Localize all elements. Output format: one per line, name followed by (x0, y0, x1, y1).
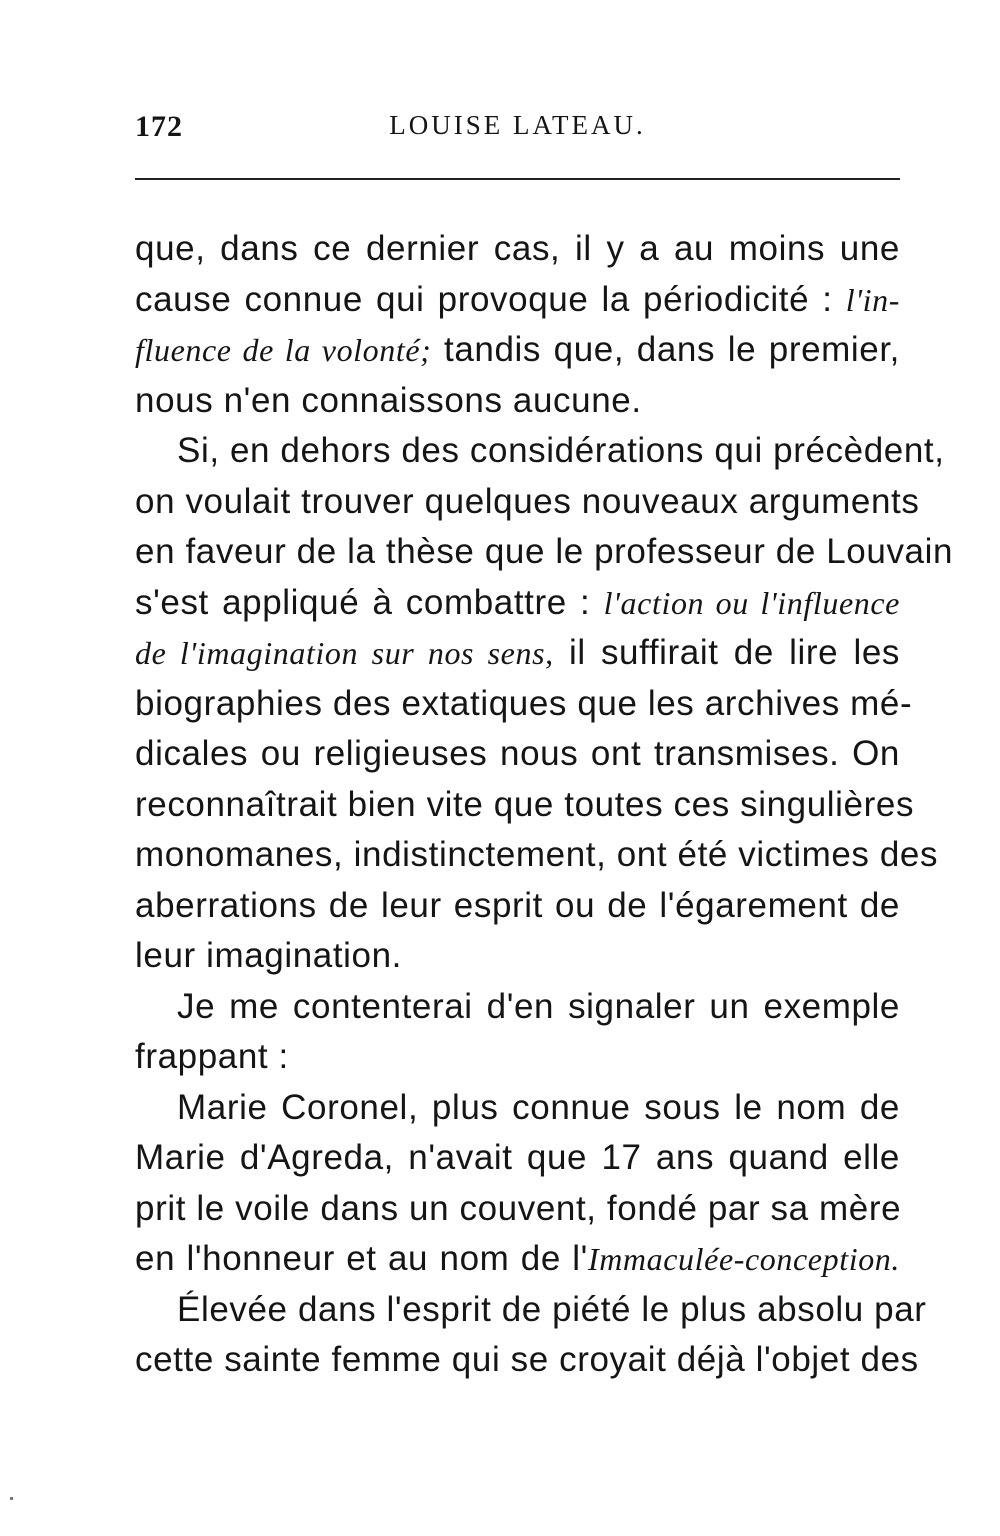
text-line: monomanes, indistinctement, ont été victimes des (135, 835, 939, 874)
text-line (135, 325, 900, 376)
scan-speck (10, 1497, 13, 1500)
text-line: dicales ou religieuses nous ont transmises. On (135, 734, 900, 773)
text-line (135, 275, 900, 326)
body-text (135, 224, 954, 1386)
text-line: nous n'en connaissons aucune. (135, 380, 642, 420)
text-line: leur imagination. (135, 936, 403, 975)
header-rule (135, 178, 900, 180)
text-line: on voulait trouver quelques nouveaux arguments (135, 481, 920, 521)
text-line: biographies des extatiques que les archives mé- (135, 683, 913, 723)
text-line: en faveur de la thèse que le professeur de Louvain (135, 532, 954, 571)
text-run: tandis que, dans le premier, (431, 330, 901, 369)
text-run: en l'honneur et au nom de l' (135, 1239, 588, 1278)
text-line: reconnaîtrait bien vite que toutes ces singulières (135, 784, 915, 824)
paragraph-start-line: Marie Coronel, plus connue sous le nom de (177, 1087, 900, 1127)
text-run: cause connue qui provoque la périodicité : (135, 279, 846, 319)
italic-run: l'action ou l'influence (603, 584, 900, 621)
text-line: frappant : (135, 1037, 289, 1076)
text-run: s'est appliqué à combattre : (135, 582, 604, 622)
running-title: LOUISE LATEAU. (389, 110, 646, 140)
text-line: aberrations de leur esprit ou de l'égarement de (135, 885, 900, 925)
text-line (135, 628, 900, 679)
paragraph-start-line: Je me contenterai d'en signaler un exemple (177, 986, 900, 1026)
italic-run: l'in- (845, 281, 900, 318)
italic-run: de l'imagination sur nos sens, (135, 635, 554, 671)
paragraph-start-line: Élevée dans l'esprit de piété le plus absolu par (177, 1289, 927, 1329)
page-number: 172 (135, 110, 183, 143)
text-line: prit le voile dans un couvent, fondé par sa mère (135, 1188, 902, 1228)
italic-run: fluence de la volonté; (135, 332, 432, 368)
text-line: que, dans ce dernier cas, il y a au moins une (135, 229, 900, 268)
text-line (135, 1234, 900, 1285)
paragraph-start-line: Si, en dehors des considérations qui précèdent, (177, 431, 945, 470)
text-line (135, 578, 900, 629)
running-head (135, 110, 900, 150)
text-run: il suffirait de lire les (553, 633, 900, 672)
text-line: cette sainte femme qui se croyait déjà l'objet des (135, 1340, 919, 1379)
text-line: Marie d'Agreda, n'avait que 17 ans quand elle (135, 1138, 900, 1177)
italic-run: Immaculée-conception. (587, 1241, 900, 1277)
